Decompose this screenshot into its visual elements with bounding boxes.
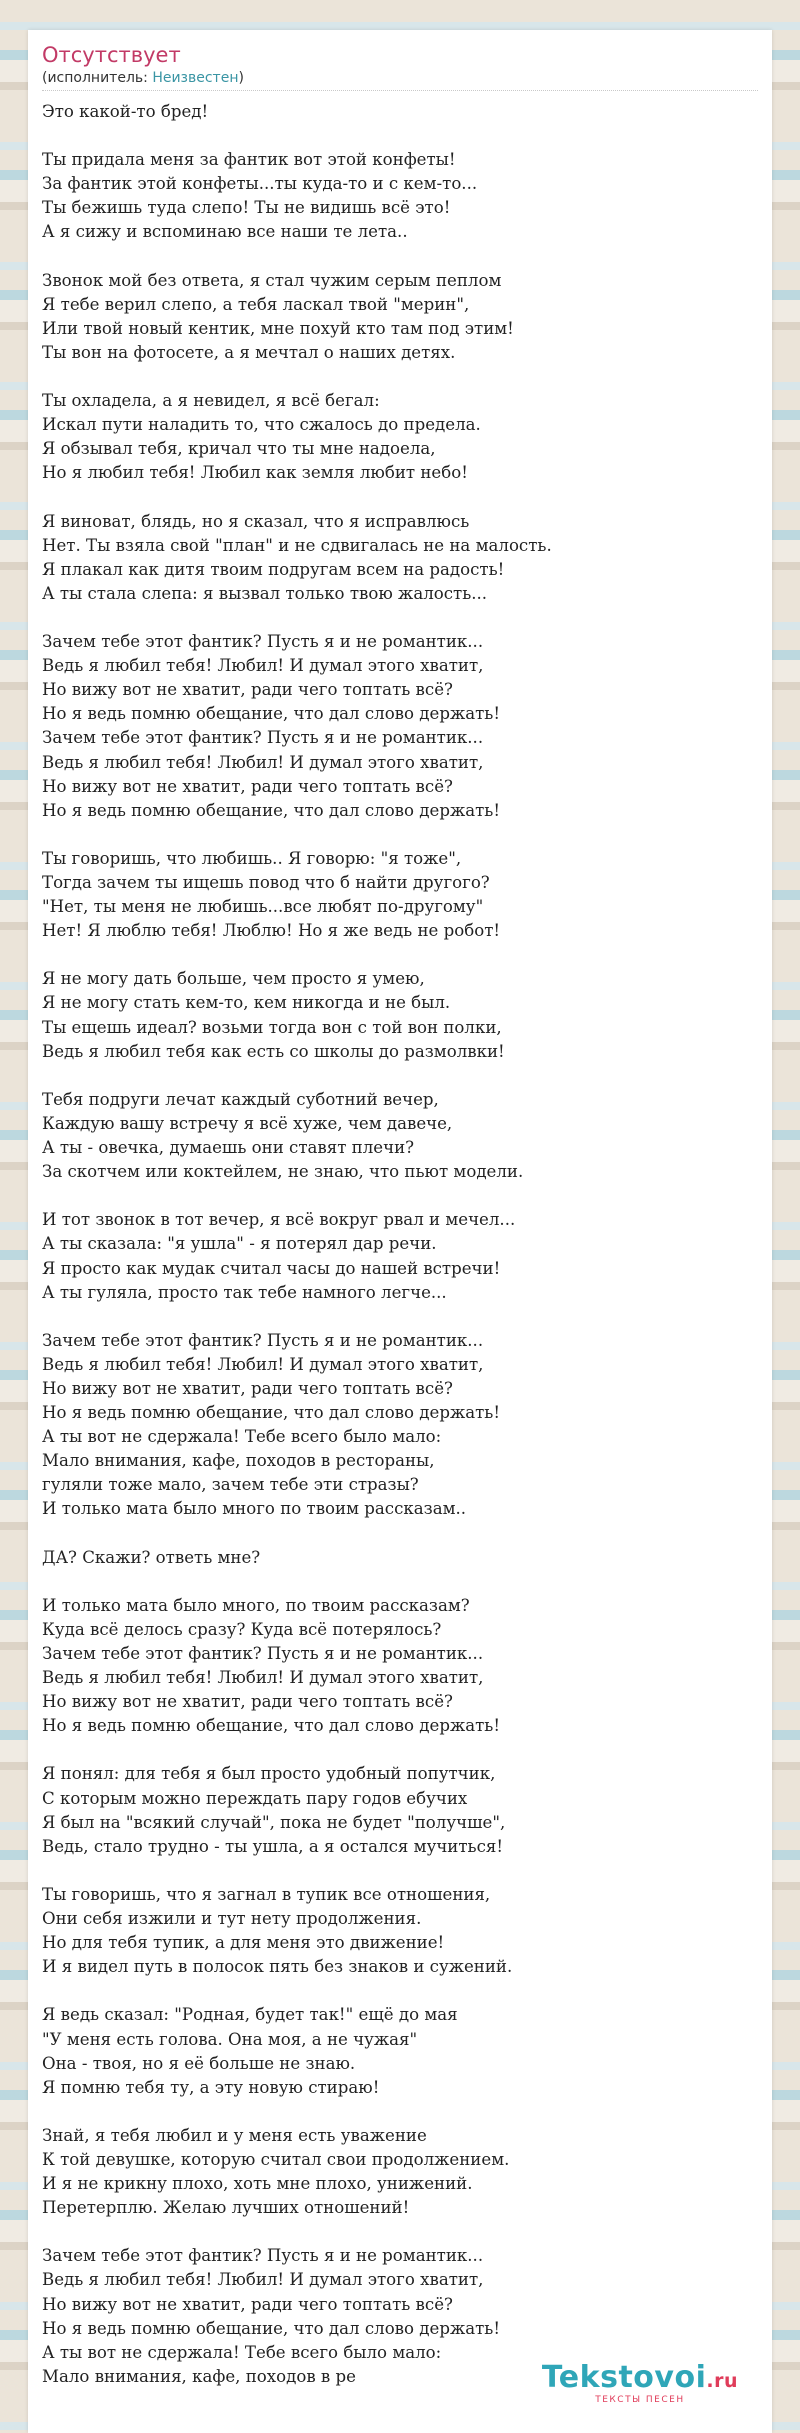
performer-suffix: ) bbox=[238, 70, 244, 86]
lyric-line: Ведь, стало трудно - ты ушла, а я остался мучиться! bbox=[42, 1836, 504, 1856]
lyric-line: И я видел путь в полосок пять без знаков и сужений. bbox=[42, 1957, 513, 1977]
lyric-line: И только мата было много по твоим рассказам.. bbox=[42, 1499, 467, 1519]
lyric-line: Нет. Ты взяла свой "план" и не сдвигалась не на малость. bbox=[42, 535, 552, 555]
lyric-line: За скотчем или коктейлем, не знаю, что пьют модели. bbox=[42, 1162, 524, 1182]
lyric-line: И тот звонок в тот вечер, я всё вокруг рвал и мечел... bbox=[42, 1210, 516, 1230]
lyric-line: Искал пути наладить то, что сжалось до предела. bbox=[42, 415, 481, 435]
stanza-gap bbox=[42, 245, 758, 269]
stanza-gap bbox=[42, 124, 758, 148]
lyric-line: Я был на "всякий случай", пока не будет "получше", bbox=[42, 1812, 506, 1832]
lyric-line: Но я ведь помню обещание, что дал слово держать! bbox=[42, 2318, 500, 2338]
logo-name: Tekstovoi bbox=[541, 2360, 707, 2395]
stanza-gap bbox=[42, 2100, 758, 2124]
lyric-line: Ведь я любил тебя как есть со школы до размолвки! bbox=[42, 1041, 505, 1061]
stanza-gap bbox=[42, 2220, 758, 2244]
lyric-line: Я просто как мудак считал часы до нашей встречи! bbox=[42, 1258, 501, 1278]
lyric-line: Ты вон на фотосете, а я мечтал о наших детях. bbox=[42, 342, 456, 362]
lyric-line: "Нет, ты меня не любишь...все любят по-другому" bbox=[42, 897, 484, 917]
lyric-line: За фантик этой конфеты...ты куда-то и с кем-то... bbox=[42, 174, 478, 194]
lyric-line: Но вижу вот не хватит, ради чего топтать всё? bbox=[42, 680, 453, 700]
lyric-line: Куда всё делось сразу? Куда всё потерялось? bbox=[42, 1619, 442, 1639]
stanza-gap bbox=[42, 1184, 758, 1208]
lyric-line: Я плакал как дитя твоим подругам всем на радость! bbox=[42, 559, 505, 579]
lyric-line: Я помню тебя ту, а эту новую стираю! bbox=[42, 2077, 380, 2097]
stanza-gap bbox=[42, 1859, 758, 1883]
lyric-line: Звонок мой без ответа, я стал чужим серым пеплом bbox=[42, 270, 502, 290]
lyric-line: А ты гуляла, просто так тебе намного легче... bbox=[42, 1282, 447, 1302]
lyric-line: Но я любил тебя! Любил как земля любит небо! bbox=[42, 463, 468, 483]
song-title: Отсутствует bbox=[42, 43, 181, 67]
lyric-line: Ведь я любил тебя! Любил! И думал этого хватит, bbox=[42, 752, 484, 772]
lyric-line: Мало внимания, кафе, походов в ре bbox=[42, 2366, 356, 2386]
lyric-line: Я не могу дать больше, чем просто я умею, bbox=[42, 969, 425, 989]
lyric-line: Зачем тебе этот фантик? Пусть я и не романтик... bbox=[42, 2246, 484, 2266]
lyric-line: Я обзывал тебя, кричал что ты мне надоела, bbox=[42, 439, 436, 459]
lyric-line: А ты - овечка, думаешь они ставят плечи? bbox=[42, 1138, 415, 1158]
lyric-line: Я не могу стать кем-то, кем никогда и не был. bbox=[42, 993, 451, 1013]
lyric-line: "У меня есть голова. Она моя, а не чужая" bbox=[42, 2029, 418, 2049]
lyric-line: Ты охладела, а я невидел, я всё бегал: bbox=[42, 391, 380, 411]
lyric-line: Зачем тебе этот фантик? Пусть я и не романтик... bbox=[42, 1330, 484, 1350]
lyric-line: А я сижу и вспоминаю все наши те лета.. bbox=[42, 222, 408, 242]
lyric-line: Но я ведь помню обещание, что дал слово держать! bbox=[42, 1403, 500, 1423]
logo-tld: .ru bbox=[706, 2370, 738, 2392]
logo-wordmark bbox=[542, 2362, 738, 2397]
lyric-line: А ты стала слепа: я вызвал только твою жалость... bbox=[42, 583, 488, 603]
lyrics-text bbox=[42, 100, 758, 2389]
stanza-gap bbox=[42, 1738, 758, 1762]
lyric-line: Перетерплю. Желаю лучших отношений! bbox=[42, 2198, 410, 2218]
stanza-gap bbox=[42, 1305, 758, 1329]
lyric-line: А ты сказала: "я ушла" - я потерял дар речи. bbox=[42, 1234, 437, 1254]
lyric-line: Ведь я любил тебя! Любил! И думал этого хватит, bbox=[42, 1668, 484, 1688]
lyric-line: Но вижу вот не хватит, ради чего топтать всё? bbox=[42, 2294, 453, 2314]
stanza-gap bbox=[42, 365, 758, 389]
stanza-gap bbox=[42, 823, 758, 847]
lyric-line: К той девушке, которую считал свои продолжением. bbox=[42, 2149, 510, 2169]
stanza-gap bbox=[42, 1064, 758, 1088]
lyric-line: Но я ведь помню обещание, что дал слово держать! bbox=[42, 704, 500, 724]
title-divider bbox=[42, 90, 758, 92]
lyric-line: гуляли тоже мало, зачем тебе эти стразы? bbox=[42, 1475, 419, 1495]
lyric-line: Я тебе верил слепо, а тебя ласкал твой "мерин", bbox=[42, 294, 470, 314]
lyric-line: А ты вот не сдержала! Тебе всего было мало: bbox=[42, 1427, 442, 1447]
lyric-line: Но я ведь помню обещание, что дал слово держать! bbox=[42, 800, 500, 820]
lyric-line: Ты бежишь туда слепо! Ты не видишь всё это! bbox=[42, 198, 451, 218]
lyric-line: ДА? Скажи? ответь мне? bbox=[42, 1547, 261, 1567]
performer-link[interactable]: Неизвестен bbox=[152, 70, 239, 86]
lyric-line: Они себя изжили и тут нету продолжения. bbox=[42, 1909, 422, 1929]
lyric-line: Мало внимания, кафе, походов в рестораны, bbox=[42, 1451, 435, 1471]
stanza-gap bbox=[42, 1979, 758, 2003]
stanza-gap bbox=[42, 943, 758, 967]
lyric-line: И только мата было много, по твоим рассказам? bbox=[42, 1595, 470, 1615]
lyric-line: Это какой-то бред! bbox=[42, 102, 209, 121]
lyric-line: Зачем тебе этот фантик? Пусть я и не романтик... bbox=[42, 728, 484, 748]
lyric-line: А ты вот не сдержала! Тебе всего было мало: bbox=[42, 2342, 442, 2362]
lyric-line: Она - твоя, но я её больше не знаю. bbox=[42, 2053, 356, 2073]
lyric-line: Но вижу вот не хватит, ради чего топтать всё? bbox=[42, 776, 453, 796]
lyric-line: Ты придала меня за фантик вот этой конфеты! bbox=[42, 150, 456, 170]
lyric-line: Ведь я любил тебя! Любил! И думал этого хватит, bbox=[42, 2270, 484, 2290]
lyric-line: Но для тебя тупик, а для меня это движение! bbox=[42, 1933, 445, 1953]
lyric-line: Нет! Я люблю тебя! Люблю! Но я же ведь не робот! bbox=[42, 921, 501, 941]
lyric-line: Ты говоришь, что я загнал в тупик все отношения, bbox=[42, 1884, 491, 1904]
stanza-gap bbox=[42, 1522, 758, 1546]
lyric-line: Тогда зачем ты ищешь повод что б найти другого? bbox=[42, 873, 490, 892]
lyric-line: Знай, я тебя любил и у меня есть уважение bbox=[42, 2125, 427, 2145]
stanza-gap bbox=[42, 1570, 758, 1594]
lyric-line: Зачем тебе этот фантик? Пусть я и не романтик... bbox=[42, 1644, 484, 1663]
lyric-line: Я ведь сказал: "Родная, будет так!" ещё до мая bbox=[42, 2005, 458, 2025]
lyric-line: Но вижу вот не хватит, ради чего топтать всё? bbox=[42, 1378, 453, 1398]
lyric-line: Ты говоришь, что любишь.. Я говорю: "я тоже", bbox=[42, 848, 462, 868]
lyric-line: Или твой новый кентик, мне похуй кто там под этим! bbox=[42, 318, 514, 338]
stanza-gap bbox=[42, 486, 758, 510]
lyric-line: С которым можно переждать пару годов ебучих bbox=[42, 1788, 468, 1808]
lyric-line: Каждую вашу встречу я всё хуже, чем давече, bbox=[42, 1113, 453, 1133]
lyric-line: Зачем тебе этот фантик? Пусть я и не романтик... bbox=[42, 632, 484, 652]
stanza-gap bbox=[42, 606, 758, 630]
site-logo[interactable] bbox=[542, 2362, 738, 2405]
lyric-line: И я не крикну плохо, хоть мне плохо, унижений. bbox=[42, 2174, 473, 2194]
performer-line bbox=[42, 69, 244, 87]
lyric-line: Ведь я любил тебя! Любил! И думал этого хватит, bbox=[42, 1354, 484, 1374]
lyric-line: Тебя подруги лечат каждый суботний вечер, bbox=[42, 1089, 439, 1109]
performer-prefix: (исполнитель: bbox=[42, 70, 153, 86]
logo-tagline: ТЕКСТЫ ПЕСЕН bbox=[595, 2395, 685, 2405]
lyric-line: Но вижу вот не хватит, ради чего топтать всё? bbox=[42, 1692, 453, 1712]
lyric-line: Я виноват, блядь, но я сказал, что я исправлюсь bbox=[42, 511, 470, 531]
lyric-line: Я понял: для тебя я был просто удобный попутчик, bbox=[42, 1764, 496, 1784]
lyrics-card bbox=[28, 30, 772, 2433]
lyric-line: Но я ведь помню обещание, что дал слово держать! bbox=[42, 1716, 500, 1736]
lyric-line: Ведь я любил тебя! Любил! И думал этого хватит, bbox=[42, 656, 484, 676]
lyric-line: Ты ещешь идеал? возьми тогда вон с той вон полки, bbox=[42, 1017, 502, 1037]
